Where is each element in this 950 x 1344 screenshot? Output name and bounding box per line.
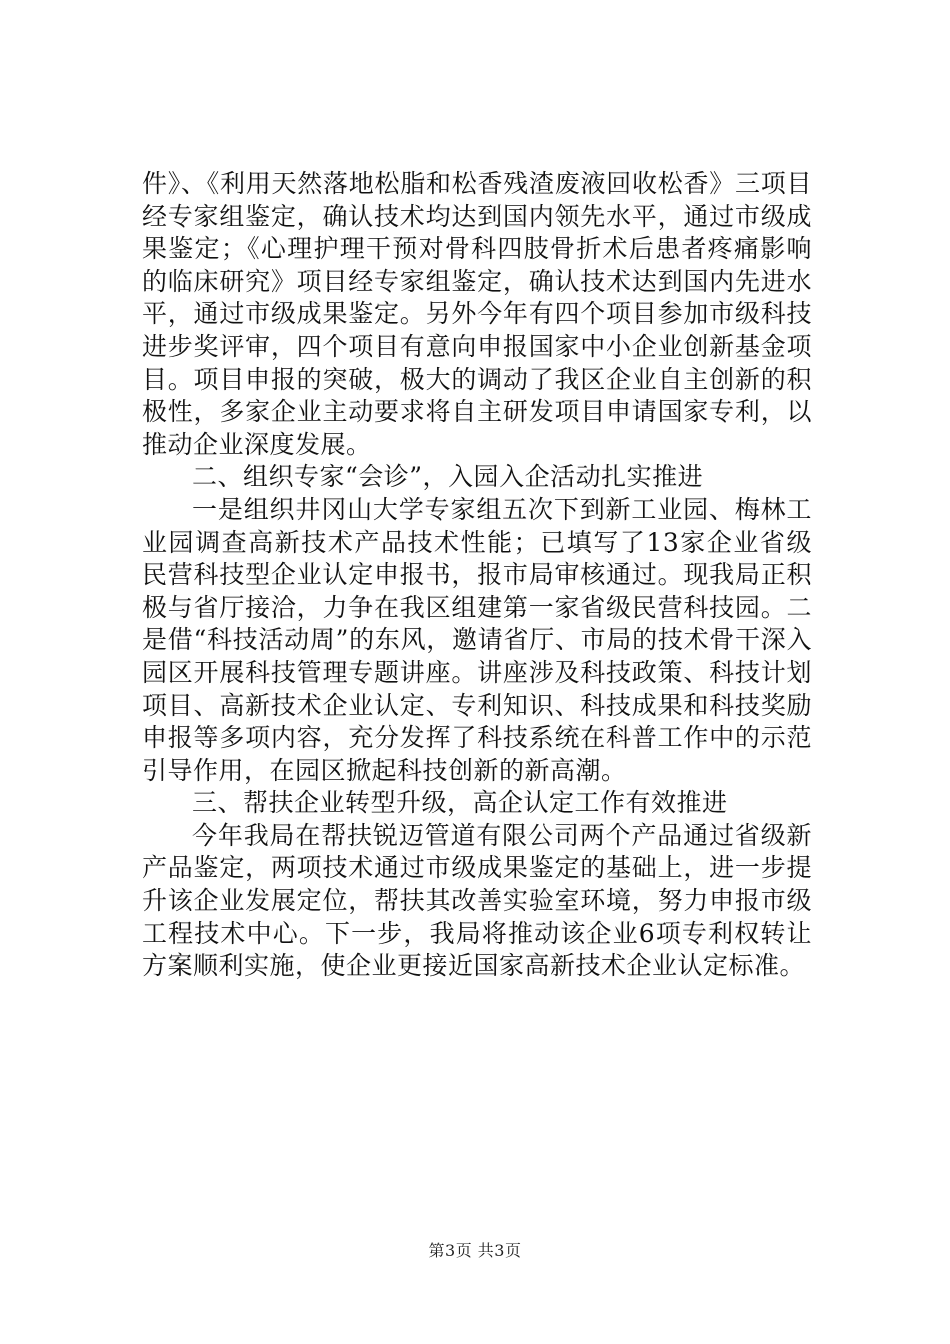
page-number-indicator: 第3页 共3页 bbox=[428, 1241, 522, 1260]
section-heading-expert-consultation: 二、组织专家“会诊”，入园入企活动扎实推进 bbox=[192, 462, 704, 492]
document-body bbox=[142, 168, 812, 983]
body-paragraph-continued: 件》、《利用天然落地松脂和松香残渣废液回收松香》三项目经专家组鉴定，确认技术均达到国内领先水平，通过市级成果鉴定；《心理护理干预对骨科四肢骨折术后患者疼痛影响的临床研究》项目经专家组鉴定，确认技术达到国内先进水平，通过市级成果鉴定。另外今年有四个项目参加市级科技进步奖评审，四个项目有意向申报国家中小企业创新基金项目。项目申报的突破，极大的调动了我区企业自主创新的积极性，多家企业主动要求将自主研发项目申请国家专利，以推动企业深度发展。 bbox=[142, 169, 812, 459]
body-paragraph-expert-consultation: 一是组织井冈山大学专家组五次下到新工业园、梅林工业园调查高新技术产品技术性能；已填写了13家企业省级民营科技型企业认定申报书，报市局审核通过。现我局正积极与省厅接洽，力争在我区组建第一家省级民营科技园。二是借“科技活动周”的东风，邀请省厅、市局的技术骨干深入园区开展科技管理专题讲座。讲座涉及科技政策、科技计划项目、高新技术企业认定、专利知识、科技成果和科技奖励申报等多项内容，充分发挥了科技系统在科普工作中的示范引导作用，在园区掀起科技创新的新高潮。 bbox=[142, 494, 812, 785]
section-heading-enterprise-upgrade: 三、帮扶企业转型升级，高企认定工作有效推进 bbox=[192, 788, 728, 818]
body-paragraph-enterprise-upgrade: 今年我局在帮扶锐迈管道有限公司两个产品通过省级新产品鉴定，两项技术通过市级成果鉴定的基础上，进一步提升该企业发展定位，帮扶其改善实验室环境，努力申报市级工程技术中心。下一步，我局将推动该企业6项专利权转让方案顺利实施，使企业更接近国家高新技术企业认定标准。 bbox=[142, 820, 812, 981]
page-footer bbox=[0, 1238, 950, 1261]
